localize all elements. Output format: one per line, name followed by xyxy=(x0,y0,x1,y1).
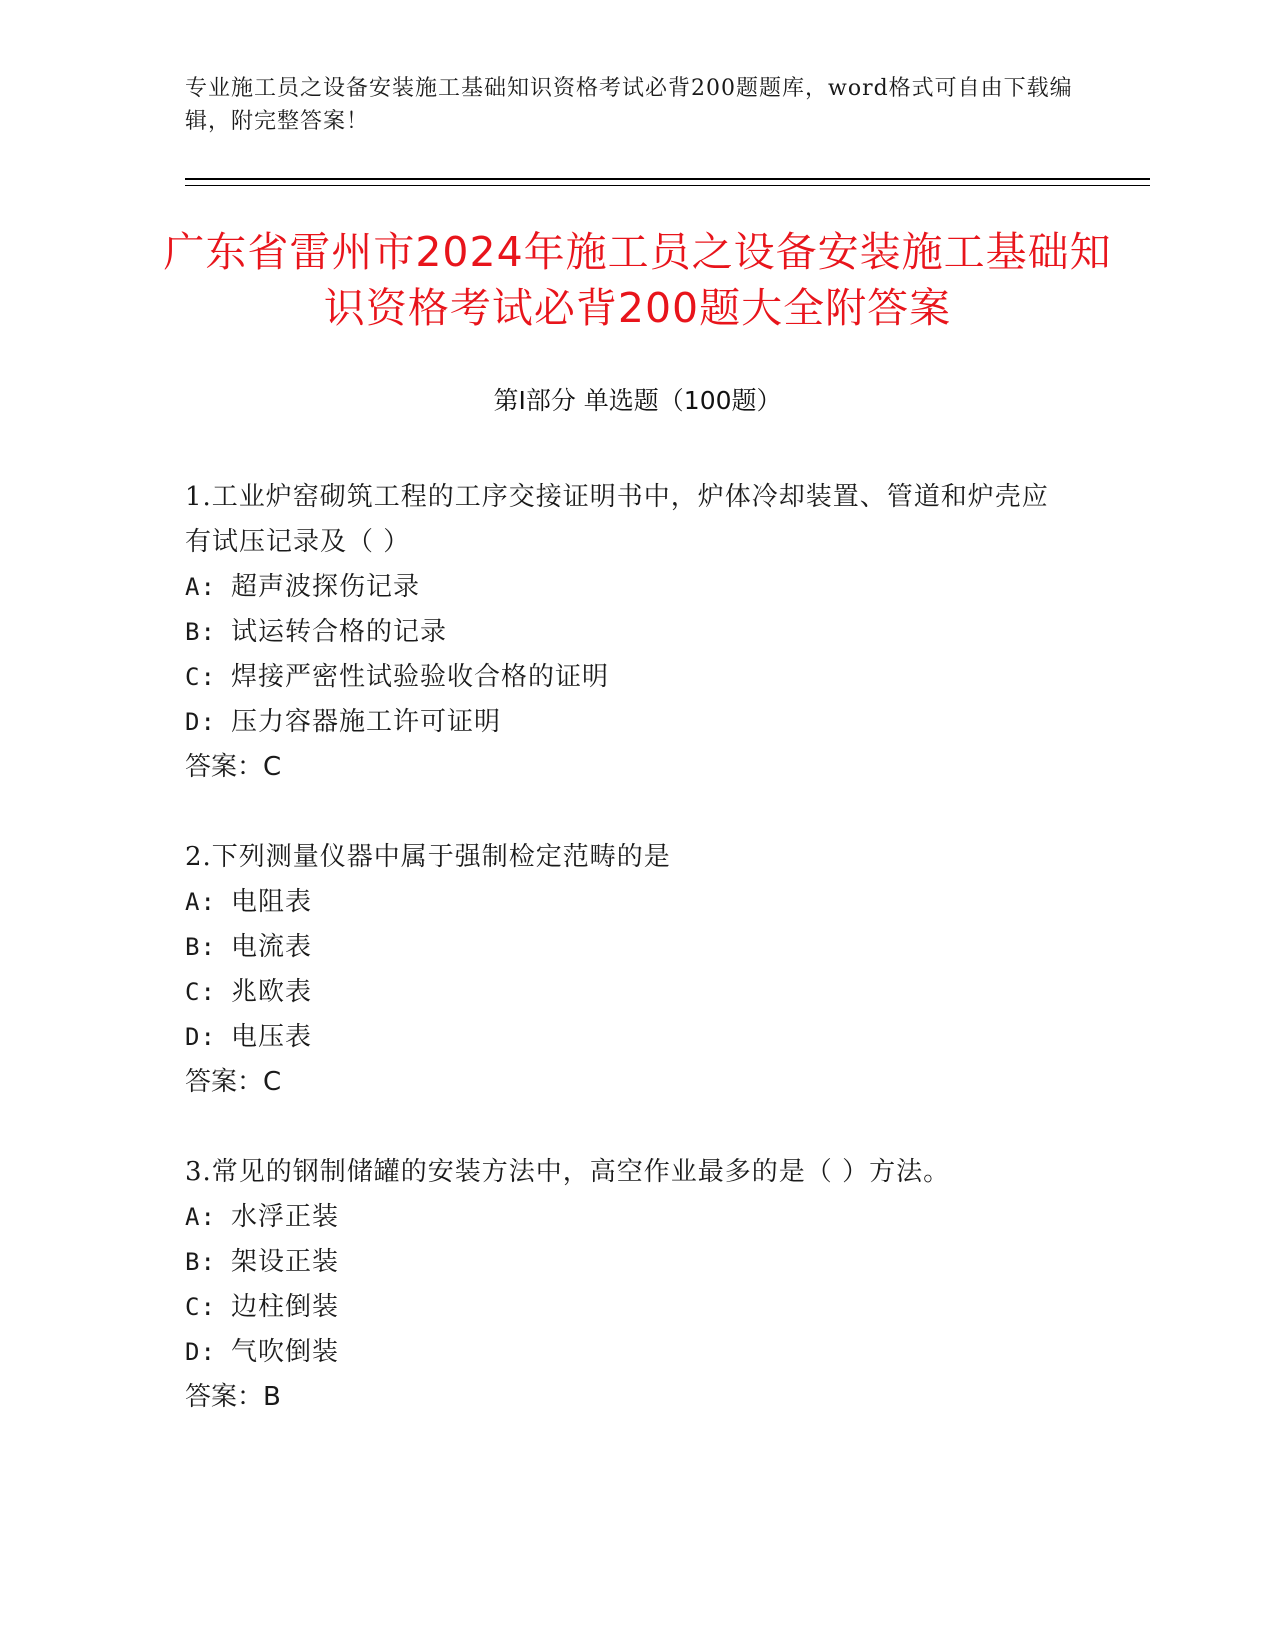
option-letter: B: xyxy=(185,933,216,961)
option-text: 水浮正装 xyxy=(231,1202,340,1232)
question-stem: 1.工业炉窑砌筑工程的工序交接证明书中，炉体冷却装置、管道和炉壳应有试压记录及（ ） xyxy=(185,482,1049,557)
option-letter: B: xyxy=(185,1248,216,1276)
option-text: 兆欧表 xyxy=(231,977,313,1007)
option-d xyxy=(185,1330,1075,1375)
option-text: 电阻表 xyxy=(231,887,313,917)
option-text: 气吹倒装 xyxy=(231,1337,340,1367)
option-letter: D: xyxy=(185,708,216,736)
section-title: 第Ⅰ部分 单选题（100题） xyxy=(493,386,782,415)
answer-line: 答案：C xyxy=(185,752,282,782)
question-2 xyxy=(185,835,1075,1105)
option-d xyxy=(185,1015,1075,1060)
option-a xyxy=(185,565,1075,610)
option-a xyxy=(185,1195,1075,1240)
option-text: 焊接严密性试验验收合格的证明 xyxy=(231,662,610,692)
question-1 xyxy=(185,475,1075,790)
header-divider-thick xyxy=(185,178,1150,180)
option-letter: A: xyxy=(185,1203,216,1231)
answer-line: 答案：B xyxy=(185,1382,281,1412)
option-text: 边柱倒装 xyxy=(231,1292,340,1322)
question-stem: 2.下列测量仪器中属于强制检定范畴的是 xyxy=(185,842,671,872)
option-letter: A: xyxy=(185,888,216,916)
question-list xyxy=(185,475,1075,1465)
question-3 xyxy=(185,1150,1075,1420)
option-letter: D: xyxy=(185,1338,216,1366)
option-b xyxy=(185,610,1075,655)
option-text: 电压表 xyxy=(231,1022,313,1052)
question-stem: 3.常见的钢制储罐的安装方法中，高空作业最多的是（ ）方法。 xyxy=(185,1157,951,1187)
option-d xyxy=(185,700,1075,745)
option-c xyxy=(185,970,1075,1015)
option-letter: B: xyxy=(185,618,216,646)
option-letter: C: xyxy=(185,978,216,1006)
option-letter: A: xyxy=(185,573,216,601)
option-letter: C: xyxy=(185,663,216,691)
option-a xyxy=(185,880,1075,925)
option-c xyxy=(185,655,1075,700)
option-b xyxy=(185,925,1075,970)
document-title: 广东省雷州市2024年施工员之设备安装施工基础知识资格考试必背200题大全附答案 xyxy=(163,228,1112,332)
option-letter: D: xyxy=(185,1023,216,1051)
option-text: 架设正装 xyxy=(231,1247,340,1277)
option-letter: C: xyxy=(185,1293,216,1321)
option-c xyxy=(185,1285,1075,1330)
option-text: 试运转合格的记录 xyxy=(231,617,448,647)
option-b xyxy=(185,1240,1075,1285)
header-note: 专业施工员之设备安装施工基础知识资格考试必背200题题库，word格式可自由下载编辑，附完整答案！ xyxy=(185,76,1073,134)
option-text: 超声波探伤记录 xyxy=(231,572,421,602)
option-text: 电流表 xyxy=(231,932,313,962)
answer-line: 答案：C xyxy=(185,1067,282,1097)
option-text: 压力容器施工许可证明 xyxy=(231,707,502,737)
header-divider-thin xyxy=(185,185,1150,186)
